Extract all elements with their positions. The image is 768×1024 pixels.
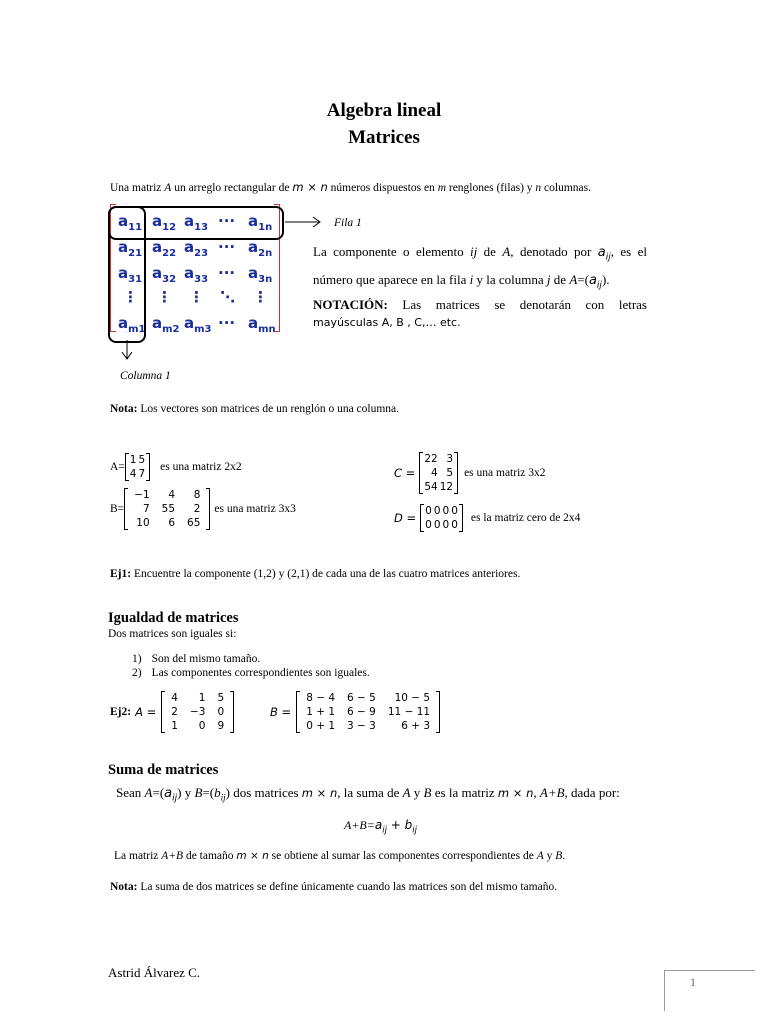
nota-label: Nota: [110, 881, 138, 893]
formula-plus: + [386, 818, 405, 832]
page-title: Algebra lineal [326, 100, 442, 121]
suma-b-sub: ij [220, 792, 226, 803]
suma-var: B [423, 785, 432, 800]
cell-letter: a [184, 314, 195, 332]
intro-mxn: m × n [292, 180, 328, 194]
cell-letter: a [152, 264, 163, 282]
igualdad-intro: Dos matrices son iguales si: [108, 628, 237, 640]
suma-text: y [543, 850, 556, 862]
ej2-matrix-a [161, 691, 234, 733]
matrix-cell: 54 [424, 481, 438, 493]
intro-var-m: m [437, 182, 446, 194]
suma-text: es la matriz [431, 785, 498, 800]
suma-text: =( [202, 785, 215, 800]
notacion-line2: mayúsculas A, B , C,… etc. [313, 316, 461, 329]
cell-index: 11 [128, 222, 143, 233]
cell-a23 [184, 238, 208, 259]
matrix-cell: 10 [136, 517, 150, 529]
component-text: =( [577, 271, 589, 287]
cell-index: 1n [258, 222, 273, 233]
matrix-cell: 10 − 5 [394, 692, 431, 704]
matrix-cell: 1 [171, 720, 178, 732]
ej2-b [270, 690, 440, 734]
cell-letter: a [152, 314, 163, 332]
intro-text: Una matriz [110, 182, 165, 194]
notacion-text: Las matrices se denotarán con letras [387, 297, 647, 312]
matrix-a-label: A= [110, 460, 125, 473]
component-text: de [477, 244, 503, 259]
component-aij-sub: ij [596, 280, 602, 291]
matrix-cell: 0 [442, 505, 450, 517]
notacion-line1 [313, 295, 647, 315]
suma-text: ) y [177, 785, 195, 800]
suma-mxn: m × n [497, 786, 534, 800]
component-aij: a [588, 272, 597, 288]
matrix-d-label: D = [394, 510, 417, 525]
cell-letter: a [248, 238, 259, 256]
suma-a-sub: ij [172, 793, 178, 804]
component-text: y la columna [473, 271, 547, 287]
suma-text: , dada por: [564, 785, 620, 800]
cell-index: 23 [194, 248, 209, 259]
cell-letter: a [152, 238, 163, 256]
cell-letter: a [248, 212, 259, 230]
cell-letter: a [248, 264, 259, 282]
fila-arrow-icon [285, 215, 325, 229]
cell-index: 3n [258, 274, 273, 285]
suma-var: A+B [161, 850, 184, 862]
suma-var: B [194, 785, 203, 800]
matrix-cell: −1 [134, 489, 150, 501]
matrix-b-desc: es una matriz 3x3 [214, 502, 296, 515]
cell-dots: ··· [218, 238, 236, 256]
matrix-cell: 0 [433, 519, 441, 531]
cell-a13 [184, 212, 208, 233]
matrix-b-label: B= [110, 502, 125, 515]
suma-text: , la suma de [337, 785, 403, 800]
cell-letter: a [184, 212, 195, 230]
suma-a: a [164, 786, 173, 801]
suma-var: A [402, 785, 411, 800]
cell-letter: a [118, 264, 129, 282]
page-number-box [664, 970, 755, 1011]
cell-a11 [118, 212, 142, 233]
suma-text: =( [152, 785, 165, 800]
matrix-cell: 0 [198, 720, 206, 732]
suma-heading: Suma de matrices [108, 762, 219, 778]
matrix-c-desc: es una matriz 3x2 [464, 466, 546, 479]
intro-var-n: n [535, 182, 542, 194]
matrix-cell: 0 [425, 505, 432, 517]
formula-b-sub: ij [412, 825, 417, 836]
matrix-cell: 1 [198, 692, 206, 704]
matrix-cell: 9 [217, 720, 225, 732]
intro-paragraph [110, 180, 591, 196]
component-aij-sub: ij [605, 252, 611, 263]
matrix-cell: 0 + 1 [306, 720, 336, 732]
matrix-cell: 5 [446, 467, 454, 479]
ej1-label: Ej1: [110, 568, 132, 580]
component-var: j [546, 271, 551, 287]
matrix-a [125, 453, 150, 481]
cell-index: 22 [162, 248, 177, 259]
matrix-cell: 0 [425, 519, 432, 531]
list-number: 2) [132, 667, 142, 679]
nota-text: Los vectores son matrices de un renglón o una columna. [137, 403, 400, 415]
matrix-cell: 8 [193, 489, 201, 501]
matrix-cell: 11 − 11 [387, 706, 431, 718]
suma-text: de tamaño [183, 850, 237, 862]
suma-b: b [214, 785, 221, 800]
matrix-d [420, 504, 463, 532]
component-var: i [469, 271, 474, 287]
notacion-label: NOTACIÓN: [313, 297, 388, 312]
matrix-cell: 55 [161, 503, 176, 515]
suma-formula [344, 818, 417, 835]
matrix-cell: 3 − 3 [347, 720, 376, 732]
footer-author: Astrid Álvarez C. [108, 965, 201, 980]
cell-am3 [184, 314, 212, 335]
component-var: ij [470, 244, 478, 259]
columna-arrow-icon [120, 340, 134, 362]
example-c [394, 451, 546, 495]
cell-letter: a [152, 212, 163, 230]
matrix-cell: 1 + 1 [306, 706, 336, 718]
ej2-matrix-b [296, 691, 440, 733]
igualdad-item-1 [132, 652, 260, 667]
cell-letter: a [118, 314, 129, 332]
matrix-cell: 8 − 4 [306, 692, 336, 704]
matrix-cell: 0 [451, 505, 458, 517]
matrix-cell: 6 − 5 [347, 692, 376, 704]
matrix-cell: −3 [189, 706, 206, 718]
cell-letter: a [184, 264, 195, 282]
matrix-a-desc: es una matriz 2x2 [160, 460, 242, 473]
nota-label: Nota: [110, 403, 138, 415]
matrix-cell: 7 [138, 468, 146, 480]
cell-am2 [152, 314, 180, 335]
matrix-cell: 22 [424, 453, 438, 465]
suma-mxn: m × n [236, 850, 269, 862]
cell-a2n [248, 238, 272, 259]
matrix-cell: 0 [433, 505, 441, 517]
matrix-c [419, 452, 458, 494]
cell-a21 [118, 238, 142, 259]
cell-index: 21 [128, 248, 143, 259]
matrix-cell: 5 [217, 692, 225, 704]
component-text: de [550, 271, 570, 287]
intro-text: renglones (filas) y [446, 182, 536, 194]
component-var: A [502, 244, 511, 259]
cell-index: m3 [194, 324, 212, 335]
suma-text: La matriz [114, 850, 162, 862]
cell-amn [248, 314, 276, 335]
cell-a12 [152, 212, 176, 233]
nota-text: La suma de dos matrices se define únicamente cuando las matrices son del mismo tamaño. [137, 881, 558, 893]
intro-var-a: A [164, 182, 172, 194]
matrix-cell: 1 [129, 454, 137, 466]
component-var: A [569, 271, 578, 287]
component-paragraph [313, 241, 647, 296]
component-text: ). [601, 271, 610, 287]
matrix-cell: 12 [439, 481, 454, 493]
nota-suma [110, 880, 557, 895]
ej1-text: Encuentre la componente (1,2) y (2,1) de cada una de las cuatro matrices anteriores. [131, 568, 521, 580]
cell-am1 [118, 314, 146, 335]
matrix-cell: 6 + 3 [401, 720, 431, 732]
suma-size-paragraph [114, 849, 565, 864]
cell-a22 [152, 238, 176, 259]
suma-var: B [555, 850, 563, 862]
matrix-cell: 4 [171, 692, 178, 704]
list-text: Las componentes correspondientes son iguales. [151, 667, 370, 679]
suma-var: A+B [539, 785, 565, 800]
suma-mxn: m × n [301, 786, 338, 800]
example-d [394, 503, 580, 533]
matrix-cell: 0 [217, 706, 225, 718]
intro-text: columnas. [541, 182, 591, 194]
matrix-cell: 6 [168, 517, 176, 529]
cell-index: 31 [128, 274, 143, 285]
page-number: 1 [690, 975, 696, 989]
cell-letter: a [248, 314, 259, 332]
matrix-cell: 5 [138, 454, 146, 466]
suma-text: . [562, 850, 566, 862]
cell-letter: a [118, 238, 129, 256]
component-text: La componente o elemento [313, 244, 471, 259]
suma-paragraph [116, 784, 620, 808]
columna-label: Columna 1 [120, 370, 171, 382]
matrix-cell: 0 [442, 519, 450, 531]
cell-index: 12 [162, 222, 177, 233]
formula-b: b [404, 818, 413, 832]
cell-a1n [248, 212, 272, 233]
cell-vdots: ⋮ [189, 288, 204, 306]
suma-text: y [410, 785, 424, 800]
nota-vectores [110, 402, 399, 417]
suma-text: ) dos matrices [225, 785, 302, 800]
formula-a: a [374, 818, 383, 832]
cell-dots: ··· [218, 314, 236, 332]
matrix-cell: 0 [451, 519, 458, 531]
ej2-b-label: B = [270, 704, 292, 719]
formula-a-sub: ij [382, 825, 387, 836]
matrix-cell: 4 [431, 467, 438, 479]
cell-dots: ··· [218, 212, 236, 230]
cell-ddots: ⋱ [220, 288, 235, 306]
cell-a33 [184, 264, 208, 285]
matrix-cell: 2 [171, 706, 178, 718]
cell-index: 32 [162, 274, 177, 285]
suma-text: Sean [116, 785, 145, 800]
page-subtitle: Matrices [348, 127, 420, 148]
list-text: Son del mismo tamaño. [151, 653, 261, 665]
suma-text: , [533, 785, 540, 800]
matrix-cell: 7 [142, 503, 150, 515]
cell-a3n [248, 264, 272, 285]
matrix-b [124, 488, 210, 530]
formula-left: A+B= [344, 818, 375, 832]
component-aij: a [597, 245, 606, 260]
component-text: , denotado por [510, 244, 598, 259]
list-number: 1) [132, 653, 142, 665]
ej1-paragraph [110, 567, 520, 582]
igualdad-heading: Igualdad de matrices [108, 610, 239, 626]
suma-var: A [144, 785, 153, 800]
cell-index: 13 [194, 222, 209, 233]
cell-index: 2n [258, 248, 273, 259]
matrix-cell: 3 [446, 453, 454, 465]
example-a [110, 452, 242, 482]
cell-a32 [152, 264, 176, 285]
example-b [110, 487, 296, 531]
matrix-d-desc: es la matriz cero de 2x4 [470, 511, 581, 524]
component-text: , es el número que aparece en la fila [313, 244, 648, 287]
matrix-cell: 2 [193, 503, 201, 515]
matrix-diagram [110, 204, 280, 335]
cell-letter: a [118, 212, 129, 230]
cell-index: mn [258, 324, 276, 335]
cell-index: m2 [162, 324, 180, 335]
cell-vdots: ⋮ [157, 288, 172, 306]
intro-text: números dispuestos en [327, 182, 438, 194]
ej2-label: Ej2: [110, 705, 132, 718]
matrix-cell: 65 [187, 517, 201, 529]
matrix-c-label: C = [394, 465, 416, 480]
suma-text: se obtiene al sumar las componentes correspondientes de [268, 850, 537, 862]
cell-index: 33 [194, 274, 209, 285]
ej2-a [110, 690, 234, 734]
cell-a31 [118, 264, 142, 285]
intro-text: un arreglo rectangular de [171, 182, 293, 194]
igualdad-item-2 [132, 666, 370, 681]
ej2-a-label: A = [135, 704, 157, 719]
suma-var: A [536, 850, 544, 862]
matrix-cell: 6 − 9 [347, 706, 376, 718]
cell-index: m1 [128, 324, 146, 335]
fila-label: Fila 1 [334, 217, 362, 229]
cell-vdots: ⋮ [123, 288, 138, 306]
cell-letter: a [184, 238, 195, 256]
cell-dots: ··· [218, 264, 236, 282]
cell-vdots: ⋮ [253, 288, 268, 306]
matrix-cell: 4 [129, 468, 137, 480]
matrix-cell: 4 [168, 489, 176, 501]
